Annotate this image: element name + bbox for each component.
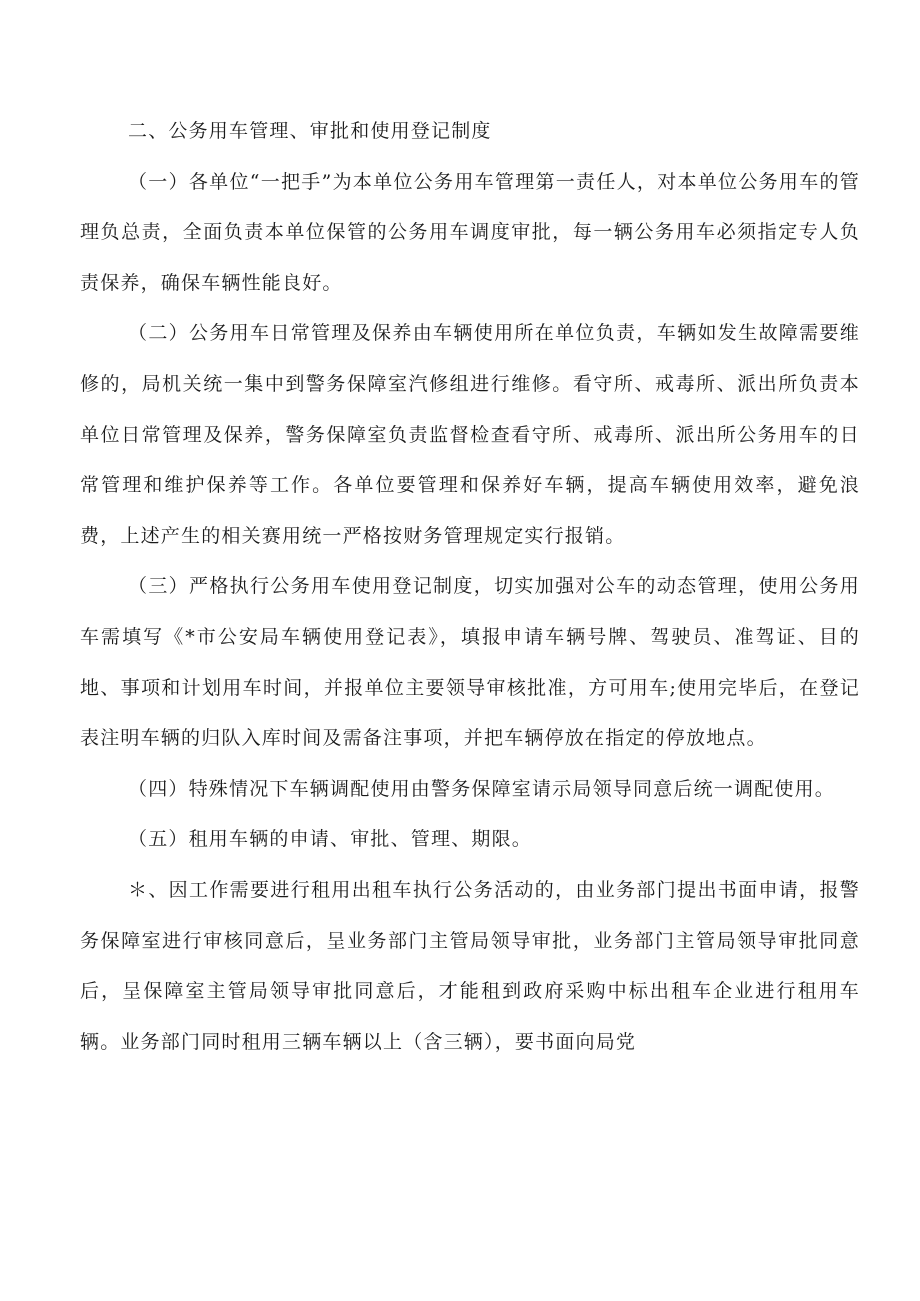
paragraph-6: ＊、因工作需要进行租用出租车执行公务活动的，由业务部门提出书面申请，报警务保障室进行审核同意后，呈业务部门主管局领导审批，业务部门主管局领导审批同意后，呈保障室主管局领导审批同意后，才能租到政府采购中标出租车企业进行租用车辆。业务部门同时租用三辆车辆以上（含三辆），要书面向局党 xyxy=(80,878,860,1053)
document-body xyxy=(80,106,860,1067)
paragraph-3: （三）严格执行公务用车使用登记制度，切实加强对公车的动态管理，使用公务用车需填写《*市公安局车辆使用登记表》，填报申请车辆号牌、驾驶员、准驾证、目的地、事项和计划用车时间，并报单位主要领导审核批准，方可用车;使用完毕后，在登记表注明车辆的归队入库时间及需备注事项，并把车辆停放在指定的停放地点。 xyxy=(80,575,860,750)
paragraph-4: （四）特殊情况下车辆调配使用由警务保障室请示局领导同意后统一调配使用。 xyxy=(128,777,836,800)
section-heading: 二、公务用车管理、审批和使用登记制度 xyxy=(128,120,492,142)
paragraph-5: （五）租用车辆的申请、审批、管理、期限。 xyxy=(128,828,533,851)
paragraph-1: （一）各单位“一把手”为本单位公务用车管理第一责任人，对本单位公务用车的管理负总责，全面负责本单位保管的公务用车调度审批，每一辆公务用车必须指定专人负责保养，确保车辆性能良好。 xyxy=(80,170,860,294)
paragraph-2: （二）公务用车日常管理及保养由车辆使用所在单位负责，车辆如发生故障需要维修的，局机关统一集中到警务保障室汽修组进行维修。看守所、戒毒所、派出所负责本单位日常管理及保养，警务保障室负责监督检查看守所、戒毒所、派出所公务用车的日常管理和维护保养等工作。各单位要管理和保养好车辆，提高车辆使用效率，避免浪费，上述产生的相关赛用统一严格按财务管理规定实行报销。 xyxy=(80,322,860,547)
